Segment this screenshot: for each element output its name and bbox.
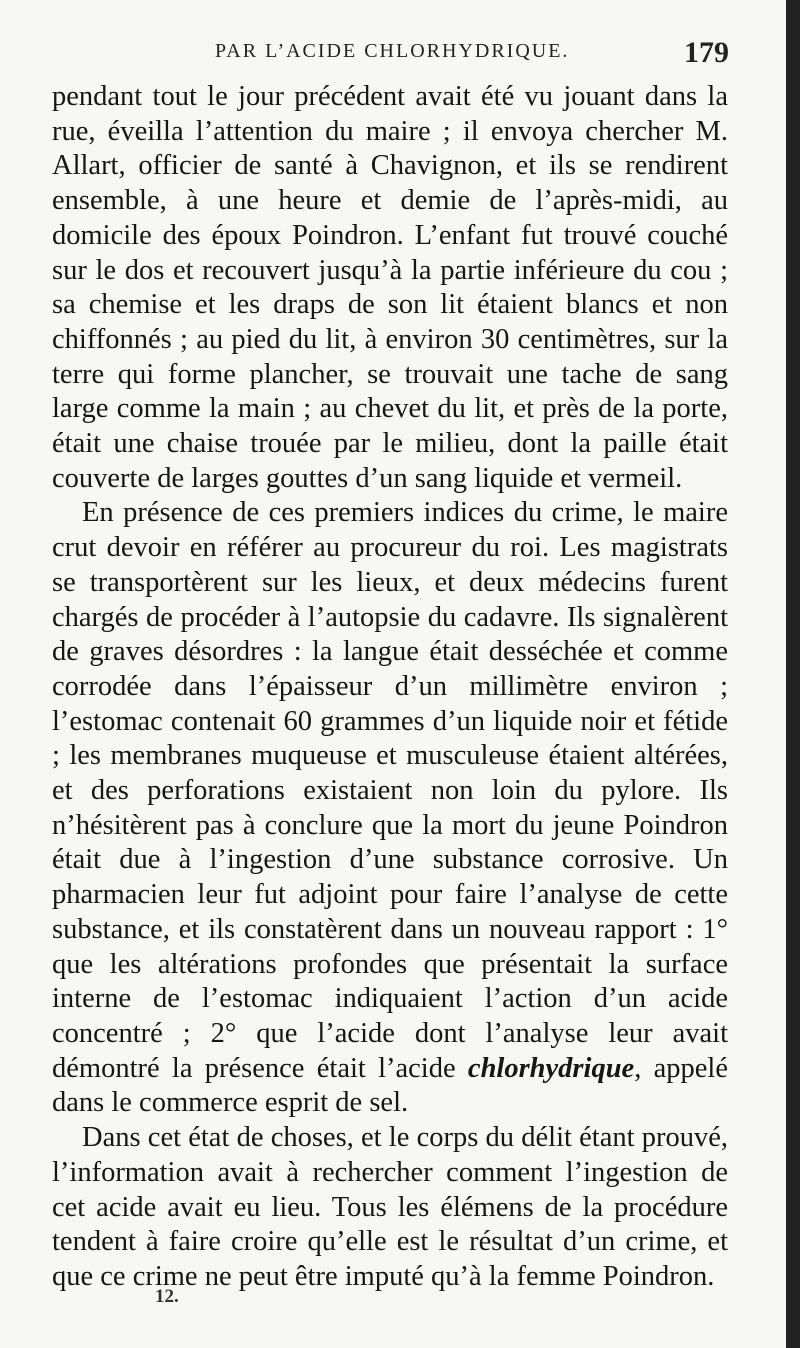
page-number: 179 <box>684 36 729 69</box>
paragraph-2 <box>52 496 728 1121</box>
paragraph-1-text: pendant tout le jour précédent avait été vu jouant dans la rue, éveilla l’attention du maire ; il envoya chercher M. Allart, officier de santé à Chavignon, et ils se rendirent ensemble, à une heure et demie de l’après-midi, au domicile des époux Poindron. L’enfant fut trouvé couché sur le dos et recouvert jusqu’à la partie inférieure du cou ; sa chemise et les draps de son lit étaient blancs et non chiffonnés ; au pied du lit, à environ 30 centimètres, sur la terre qui forme plancher, se trouvait une tache de sang large comme la main ; au chevet du lit, et près de la porte, était une chaise trouée par le milieu, dont la paille était couverte de larges gouttes d’un sang liquide et vermeil. <box>52 81 728 494</box>
running-title: PAR L’ACIDE CHLORHYDRIQUE. <box>215 40 570 62</box>
paragraph-2-text: En présence de ces premiers indices du crime, le maire crut devoir en référer au procureur du roi. Les magistrats se transportèrent sur les lieux, et deux médecins furent chargés de procéder à l’autopsie du cadavre. Ils signalèrent de graves désordres : la langue était desséchée et comme corrodée dans l’épaisseur d’un millimètre environ ; l’estomac contenait 60 grammes d’un liquide noir et fétide ; les membranes muqueuse et musculeuse étaient altérées, et des perforations existaient non loin du pylore. Ils n’hésitèrent pas à conclure que la mort du jeune Poindron était due à l’ingestion d’une substance corrosive. Un pharmacien leur fut adjoint pour faire l’analyse de cette substance, et ils constatèrent dans un nouveau rapport : 1° que les altérations profondes que présentait la surface interne de l’estomac indiquaient l’action d’un acide concentré ; 2° que l’acide dont l’analyse leur avait démontré la présence était l’acide <box>52 497 728 1084</box>
italic-term: chlorhydrique <box>467 1052 635 1084</box>
paragraph-2-text-end: , appelé dans le commerce esprit de sel. <box>52 1052 728 1119</box>
paragraph-3-text: Dans cet état de choses, et le corps du délit étant prouvé, l’information avait à rechercher comment l’ingestion de cet acide avait eu lieu. Tous les élémens de la procédure tendent à faire croire qu’elle est le résultat d’un crime, et que ce crime ne peut être imputé qu’à la femme Poindron. <box>52 1122 728 1292</box>
paragraph-3 <box>52 1121 728 1295</box>
body-text <box>52 80 728 1295</box>
paragraph-1 <box>52 80 728 496</box>
page-header <box>0 36 786 76</box>
signature-mark: 12. <box>155 1286 179 1307</box>
